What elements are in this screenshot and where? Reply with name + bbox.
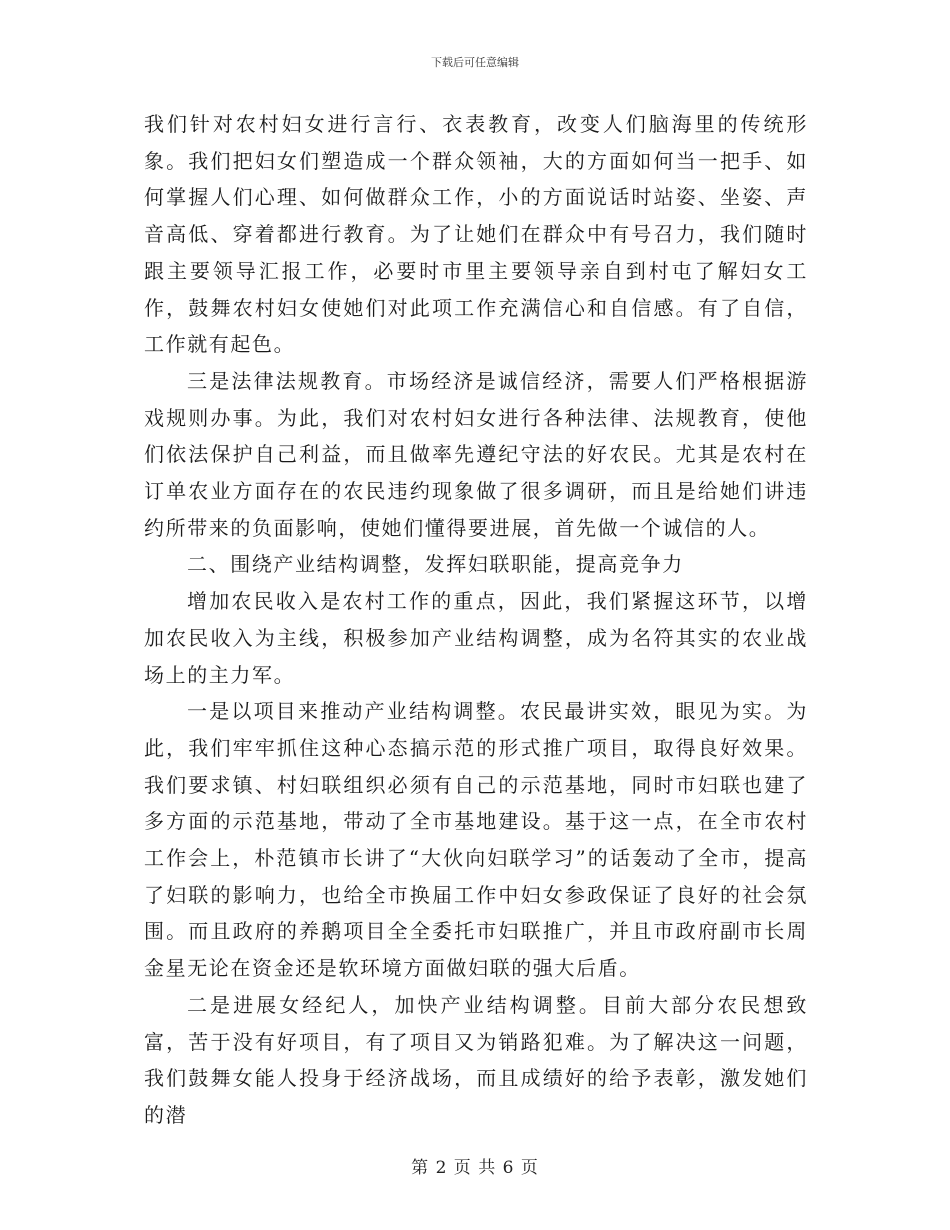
document-body <box>144 106 808 1134</box>
section-heading: 二、围绕产业结构调整，发挥妇联职能，提高竞争力 <box>187 552 684 577</box>
header-note: 下载后可任意编辑 <box>431 56 519 69</box>
paragraph-5: 二是进展女经纪人，加快产业结构调整。目前大部分农民想致富，苦于没有好项目，有了项目又为销路犯难。为了解决这一问题，我们鼓舞女能人投身于经济战场，而且成绩好的给予表彰，激发她们的潜 <box>144 992 808 1127</box>
paragraph-4: 一是以项目来推动产业结构调整。农民最讲实效，眼见为实。为此，我们牢牢抓住这种心态搞示范的形式推广项目，取得良好效果。我们要求镇、村妇联组织必须有自己的示范基地，同时市妇联也建了多方面的示范基地，带动了全市基地建设。基于这一点，在全市农村工作会上，朴范镇市长讲了“大伙向妇联学习”的话轰动了全市，提高了妇联的影响力，也给全市换届工作中妇女参政保证了良好的社会氛围。而且政府的养鹅项目全全委托市妇联推广，并且市政府副市长周金星无论在资金还是软环境方面做妇联的强大后盾。 <box>144 699 808 981</box>
paragraph-2: 三是法律法规教育。市场经济是诚信经济，需要人们严格根据游戏规则办事。为此，我们对农村妇女进行各种法律、法规教育，使他们依法保护自己利益，而且做率先遵纪守法的好农民。尤其是农村在订单农业方面存在的农民违约现象做了很多调研，而且是给她们讲违约所带来的负面影响，使她们懂得要进展，首先做一个诚信的人。 <box>144 368 808 540</box>
paragraph-1: 我们针对农村妇女进行言行、衣表教育，改变人们脑海里的传统形象。我们把妇女们塑造成一个群众领袖，大的方面如何当一把手、如何掌握人们心理、如何做群众工作，小的方面说话时站姿、坐姿、声音高低、穿着都进行教育。为了让她们在群众中有号召力，我们随时跟主要领导汇报工作，必要时市里主要领导亲自到村屯了解妇女工作，鼓舞农村妇女使她们对此项工作充满信心和自信感。有了自信，工作就有起色。 <box>144 112 808 357</box>
page-number: 第 2 页 共 6 页 <box>411 1158 539 1178</box>
paragraph-3: 增加农民收入是农村工作的重点，因此，我们紧握这环节，以增加农民收入为主线，积极参加产业结构调整，成为名符其实的农业战场上的主力军。 <box>144 589 808 687</box>
